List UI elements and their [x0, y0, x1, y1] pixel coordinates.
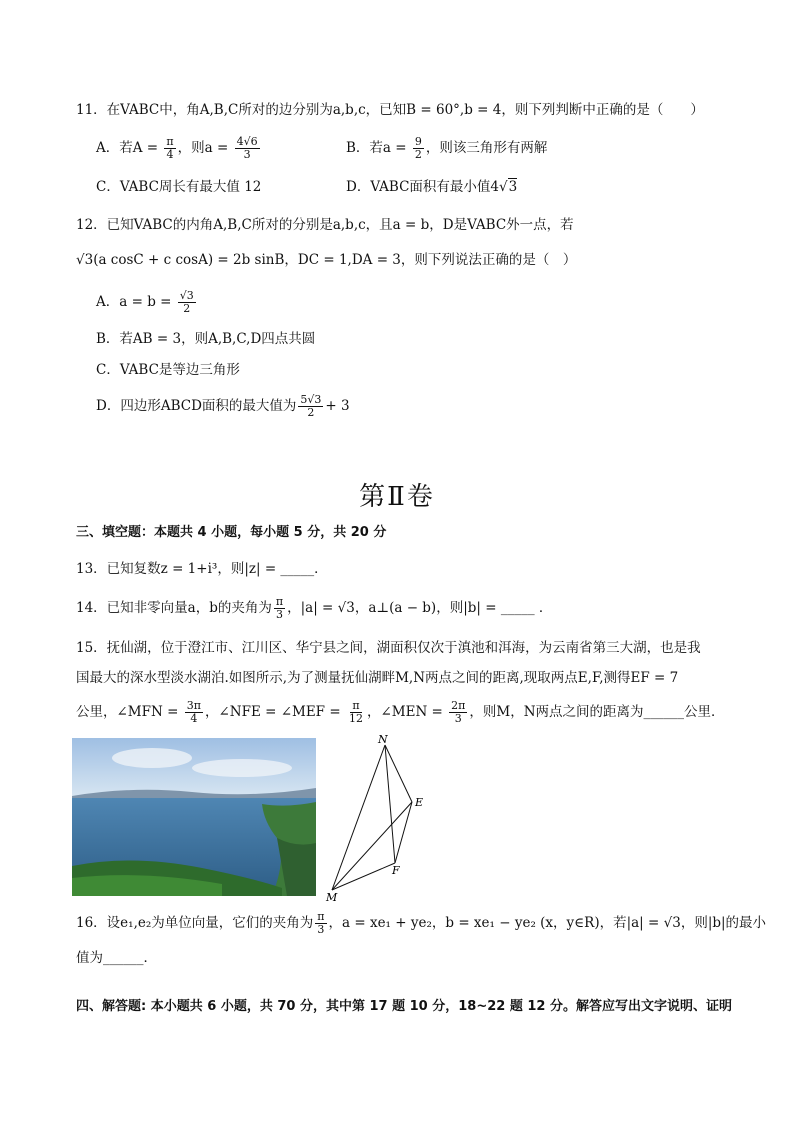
q11-option-a-value [235, 136, 260, 161]
frac-num: 2π [451, 699, 466, 712]
q12-option-d-post: + 3 [325, 398, 350, 414]
q12-option-a-frac [178, 290, 196, 315]
frac-num: 3π [186, 699, 201, 712]
q12-option-a-text: A．a = b = [96, 294, 176, 310]
q15-line3-a: 公里，∠MFN = [76, 704, 183, 720]
q15-frac-3 [449, 700, 467, 725]
frac-num: π [352, 699, 360, 712]
q12-option-b: B．若AB = 3，则A,B,C,D四点共圆 [96, 331, 316, 347]
q12-option-d-text: D．四边形ABCD面积的最大值为 [96, 398, 297, 414]
q15-line3-d: ，则M，N两点之间的距离为______公里． [469, 704, 725, 720]
q11-option-b [346, 136, 547, 160]
q11-option-a-text: A．若A = [96, 140, 163, 156]
frac-num: π [275, 595, 284, 608]
q15-frac-2 [347, 700, 365, 725]
section-four-heading: 四、解答题: 本小题共 6 小题，共 70 分，其中第 17 题 10 分，18~22 题 12 分。解答应写出文字说明、证明 [76, 999, 732, 1014]
q11-option-b-text: B．若a = [346, 140, 411, 156]
q15-line2: 国最大的深水型淡水湖泊.如图所示,为了测量抚仙湖畔M,N两点之间的距离,现取两点E,F,测得EF = 7 [76, 670, 679, 686]
section-three-heading: 三、填空题：本题共 4 小题，每小题 5 分，共 20 分 [76, 525, 387, 540]
q11-option-a-mid: ，则a = [177, 140, 233, 156]
label-F: F [392, 864, 400, 877]
q15-line3-c: ，∠MEN = [366, 704, 448, 720]
q13: 13．已知复数z = 1+i³，则|z| = _____． [76, 561, 328, 577]
frac-num: 5√3 [300, 393, 322, 406]
q15-line3 [76, 700, 725, 728]
frac-den: 3 [454, 712, 462, 725]
q11-stem: 11．在VABC中，角A,B,C所对的边分别为a,b,c，已知B = 60°,b = 4，则下列判断中正确的是（ ） [76, 102, 704, 118]
q14-post: ，|a| = √3，a⊥(a − b)，则|b| = _____ ． [287, 600, 553, 616]
frac-den: 2 [307, 406, 315, 419]
line-FM [332, 863, 395, 890]
q12-option-c: C．VABC是等边三角形 [96, 362, 240, 378]
q11-option-d-text: D．VABC面积有最小值4 [346, 179, 499, 195]
q12-option-d [96, 394, 350, 422]
frac-den: 2 [183, 302, 191, 315]
frac-den: 12 [348, 712, 363, 725]
q15-line1: 15．抚仙湖，位于澄江市、江川区、华宁县之间，湖面积仅次于滇池和洱海，为云南省第三大湖，也是我 [76, 640, 701, 656]
label-N: N [378, 733, 388, 746]
frac-num: π [317, 910, 325, 923]
q11-option-a-frac [164, 136, 175, 161]
q12-option-a [96, 290, 198, 318]
frac-den: 3 [275, 608, 283, 621]
label-E: E [415, 796, 424, 809]
part-two-title: 第Ⅱ卷 [359, 482, 435, 512]
frac-den: 4 [166, 148, 174, 161]
q16-frac [315, 911, 326, 936]
geometry-diagram [322, 733, 432, 903]
frac-den: 3 [243, 148, 251, 161]
frac-num: 9 [414, 135, 422, 148]
line-NM [332, 745, 385, 890]
q15-frac-1 [185, 700, 203, 725]
q12-stem: 12．已知VABC的内角A,B,C所对的分别是a,b,c，且a = b，D是VABC外一点，若 [76, 217, 574, 233]
q11-option-a [96, 136, 262, 160]
q14-pre: 14．已知非零向量a，b的夹角为 [76, 600, 272, 616]
q12-condition: √3(a cosC + c cosA) = 2b sinB，DC = 1,DA = 3，则下列说法正确的是（ ） [76, 252, 577, 268]
q14-frac [274, 596, 285, 621]
sqrt-sign: √ [499, 179, 508, 195]
q12-option-d-frac [298, 394, 323, 419]
q16-line1 [76, 911, 766, 939]
q11-option-b-post: ，则该三角形有两解 [425, 140, 548, 156]
q15-line3-b: ，∠NFE = ∠MEF = [204, 704, 345, 720]
frac-num: 4√6 [236, 135, 258, 148]
frac-den: 2 [414, 148, 422, 161]
frac-num: √3 [179, 289, 194, 302]
frac-den: 4 [190, 712, 198, 725]
q16-line2: 值为______． [76, 950, 157, 966]
frac-den: 3 [317, 923, 325, 936]
q11-option-c: C．VABC周长有最大值 12 [96, 179, 262, 195]
q16-post: ，a = xe₁ + ye₂，b = xe₁ − ye₂ (x，y∈R)，若|a| = √3，则|b|的最小 [328, 915, 767, 931]
q11-option-b-frac [413, 136, 424, 161]
sqrt-value: 3 [508, 179, 518, 195]
lake-photo [72, 738, 316, 896]
q14 [76, 596, 552, 622]
frac-num: π [166, 135, 174, 148]
q16-pre: 16．设e₁,e₂为单位向量，它们的夹角为 [76, 915, 314, 931]
q11-option-d [346, 177, 517, 197]
label-M: M [326, 891, 338, 903]
